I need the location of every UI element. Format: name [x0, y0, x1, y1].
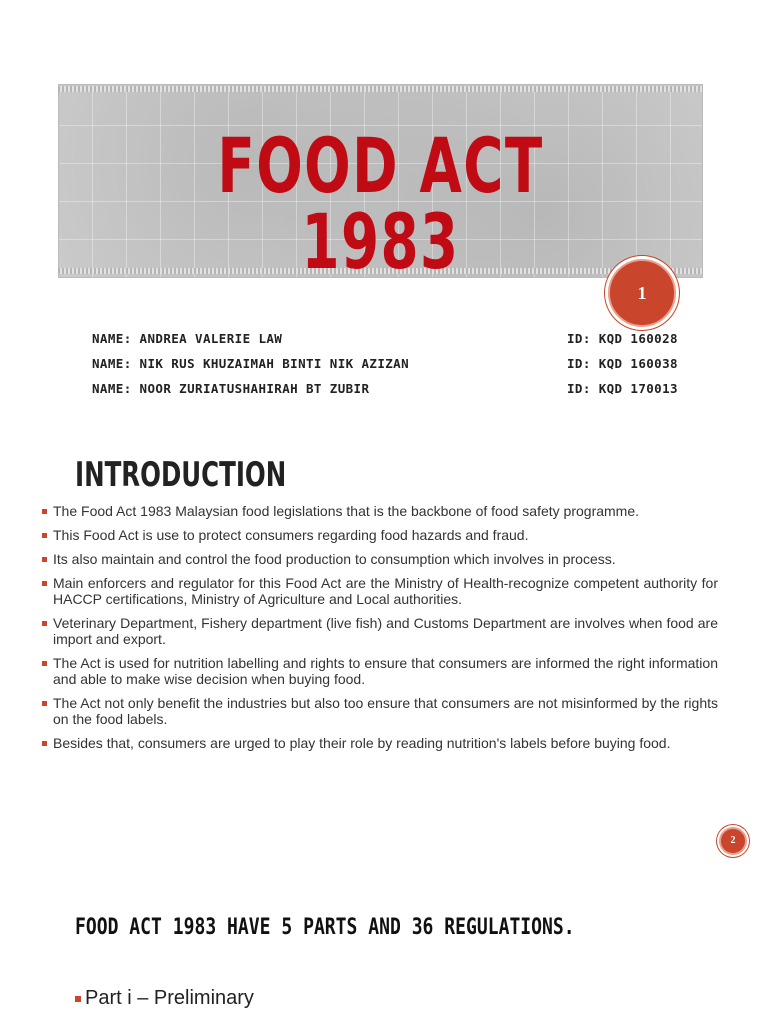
bullet-item: Main enforcers and regulator for this Food Act are the Ministry of Health-recognize competent authority for HACCP certifications, Ministry of Agriculture and Local authorities. [40, 575, 718, 607]
bullet-item: The Act is used for nutrition labelling and rights to ensure that consumers are informed the right information and able to make wise decision when buying food. [40, 655, 718, 687]
part-label: Part i – Preliminary [85, 987, 254, 1009]
member-name: NAME: NOOR ZURIATUSHAHIRAH BT ZUBIR [92, 381, 370, 396]
member-id: ID: KQD 160038 [567, 356, 678, 371]
bullet-item: Besides that, consumers are urged to play their role by reading nutrition's labels before buying food. [40, 735, 718, 751]
member-list [92, 330, 692, 405]
bullet-item: Its also maintain and control the food production to consumption which involves in process. [40, 551, 718, 567]
introduction-bullet-list [40, 503, 718, 759]
member-name: NAME: ANDREA VALERIE LAW [92, 331, 283, 346]
member-row [92, 355, 692, 380]
member-row [92, 380, 692, 405]
slide-title: FOOD ACT 1983 [217, 121, 544, 286]
bullet-square-icon [75, 996, 81, 1002]
page-number-badge-1: 1 [608, 259, 676, 327]
parts-heading: FOOD ACT 1983 HAVE 5 PARTS AND 36 REGULATIONS. [75, 915, 575, 940]
part-list-item [75, 986, 254, 1010]
member-row [92, 330, 692, 355]
banner-top-stripe [58, 86, 703, 92]
introduction-heading: INTRODUCTION [75, 455, 287, 495]
bullet-item: Veterinary Department, Fishery department (live fish) and Customs Department are involves when food are import and export. [40, 615, 718, 647]
member-id: ID: KQD 170013 [567, 381, 678, 396]
member-name: NAME: NIK RUS KHUZAIMAH BINTI NIK AZIZAN [92, 356, 410, 371]
member-id: ID: KQD 160028 [567, 331, 678, 346]
bullet-item: This Food Act is use to protect consumers regarding food hazards and fraud. [40, 527, 718, 543]
bullet-item: The Food Act 1983 Malaysian food legislations that is the backbone of food safety programme. [40, 503, 718, 519]
page-number-badge-2: 2 [719, 827, 747, 855]
bullet-item: The Act not only benefit the industries but also too ensure that consumers are not misinformed by the rights on the food labels. [40, 695, 718, 727]
